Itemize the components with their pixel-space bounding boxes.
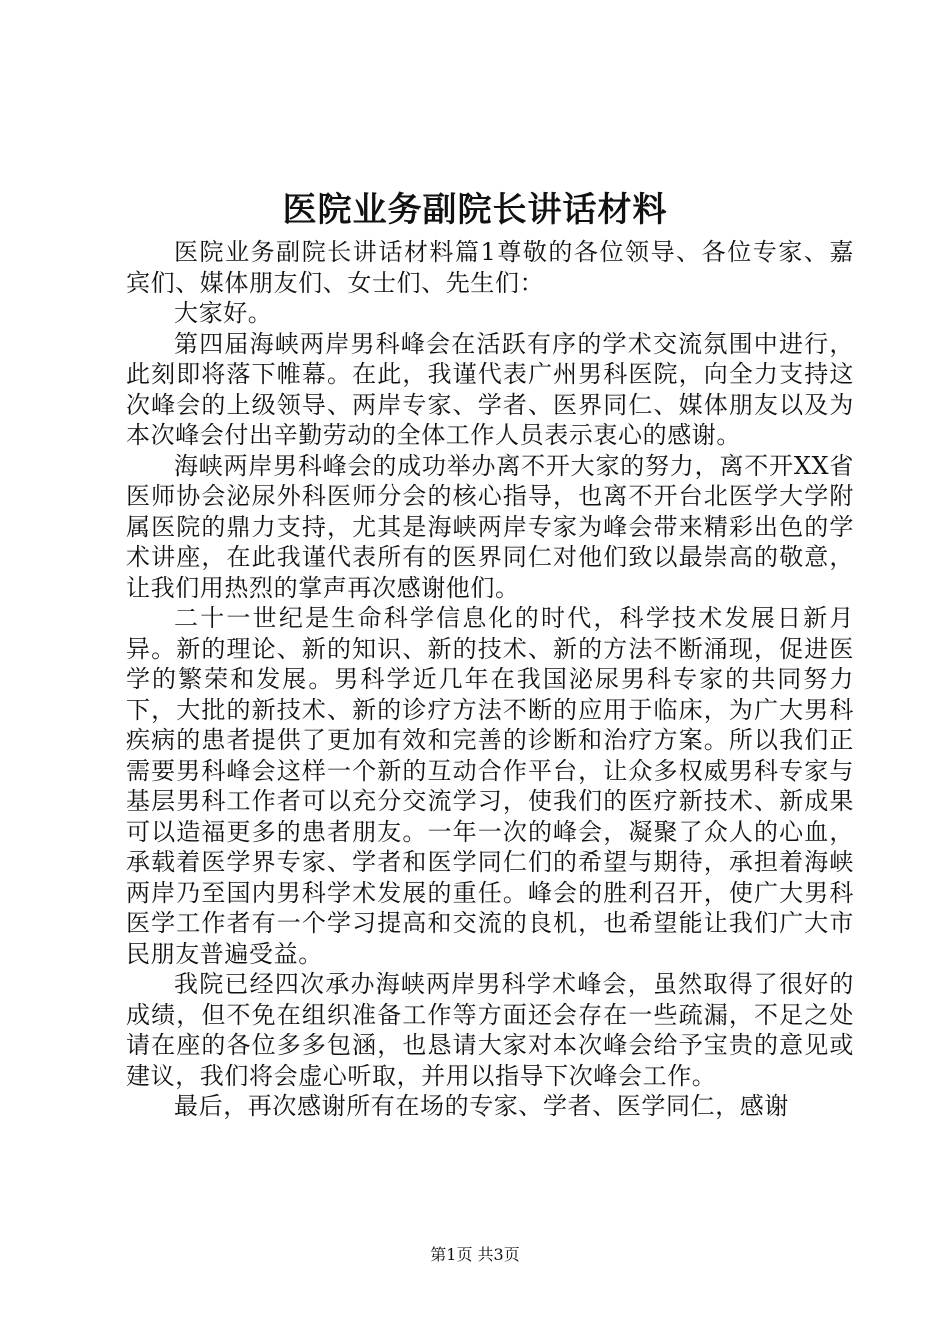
paragraph: 最后，再次感谢所有在场的专家、学者、医学同仁，感谢	[174, 1092, 789, 1120]
paragraph: 二十一世纪是生命科学信息化的时代，科学技术发展日新月异。新的理论、新的知识、新的技术、新的方法不断涌现，促进医学的繁荣和发展。男科学近几年在我国泌尿男科专家的共同努力下，大批的新技术、新的诊疗方法不断的应用于临床，为广大男科疾病的患者提供了更加有效和完善的诊断和治疗方案。所以我们正需要男科峰会这样一个新的互动合作平台，让众多权威男科专家与基层男科工作者可以充分交流学习，使我们的医疗新技术、新成果可以造福更多的患者朋友。一年一次的峰会，凝聚了众人的心血，承载着医学界专家、学者和医学同仁们的希望与期待，承担着海峡两岸乃至国内男科学术发展的重任。峰会的胜利召开，使广大男科医学工作者有一个学习提高和交流的良机，也希望能让我们广大市民朋友普遍受益。	[126, 604, 854, 968]
paragraph: 我院已经四次承办海峡两岸男科学术峰会，虽然取得了很好的成绩，但不免在组织准备工作等方面还会存在一些疏漏，不足之处请在座的各位多多包涵，也恳请大家对本次峰会给予宝贵的意见或建议，我们将会虚心听取，并用以指导下次峰会工作。	[126, 970, 854, 1090]
page-footer: 第1页 共3页	[430, 1245, 520, 1264]
paragraph: 大家好。	[174, 299, 273, 327]
paragraph: 第四届海峡两岸男科峰会在活跃有序的学术交流氛围中进行，此刻即将落下帷幕。在此，我谨代表广州男科医院，向全力支持这次峰会的上级领导、两岸专家、学者、医界同仁、媒体朋友以及为本次峰会付出辛勤劳动的全体工作人员表示衷心的感谢。	[126, 329, 854, 449]
document-title: 医院业务副院长讲话材料	[282, 190, 668, 230]
paragraph: 海峡两岸男科峰会的成功举办离不开大家的努力，离不开XX省医师协会泌尿外科医师分会的核心指导，也离不开台北医学大学附属医院的鼎力支持，尤其是海峡两岸专家为峰会带来精彩出色的学术讲座，在此我谨代表所有的医界同仁对他们致以最崇高的敬意，让我们用热烈的掌声再次感谢他们。	[126, 451, 854, 602]
document-body	[126, 237, 854, 1122]
paragraph: 医院业务副院长讲话材料篇1尊敬的各位领导、各位专家、嘉宾们、媒体朋友们、女士们、先生们：	[126, 238, 854, 297]
